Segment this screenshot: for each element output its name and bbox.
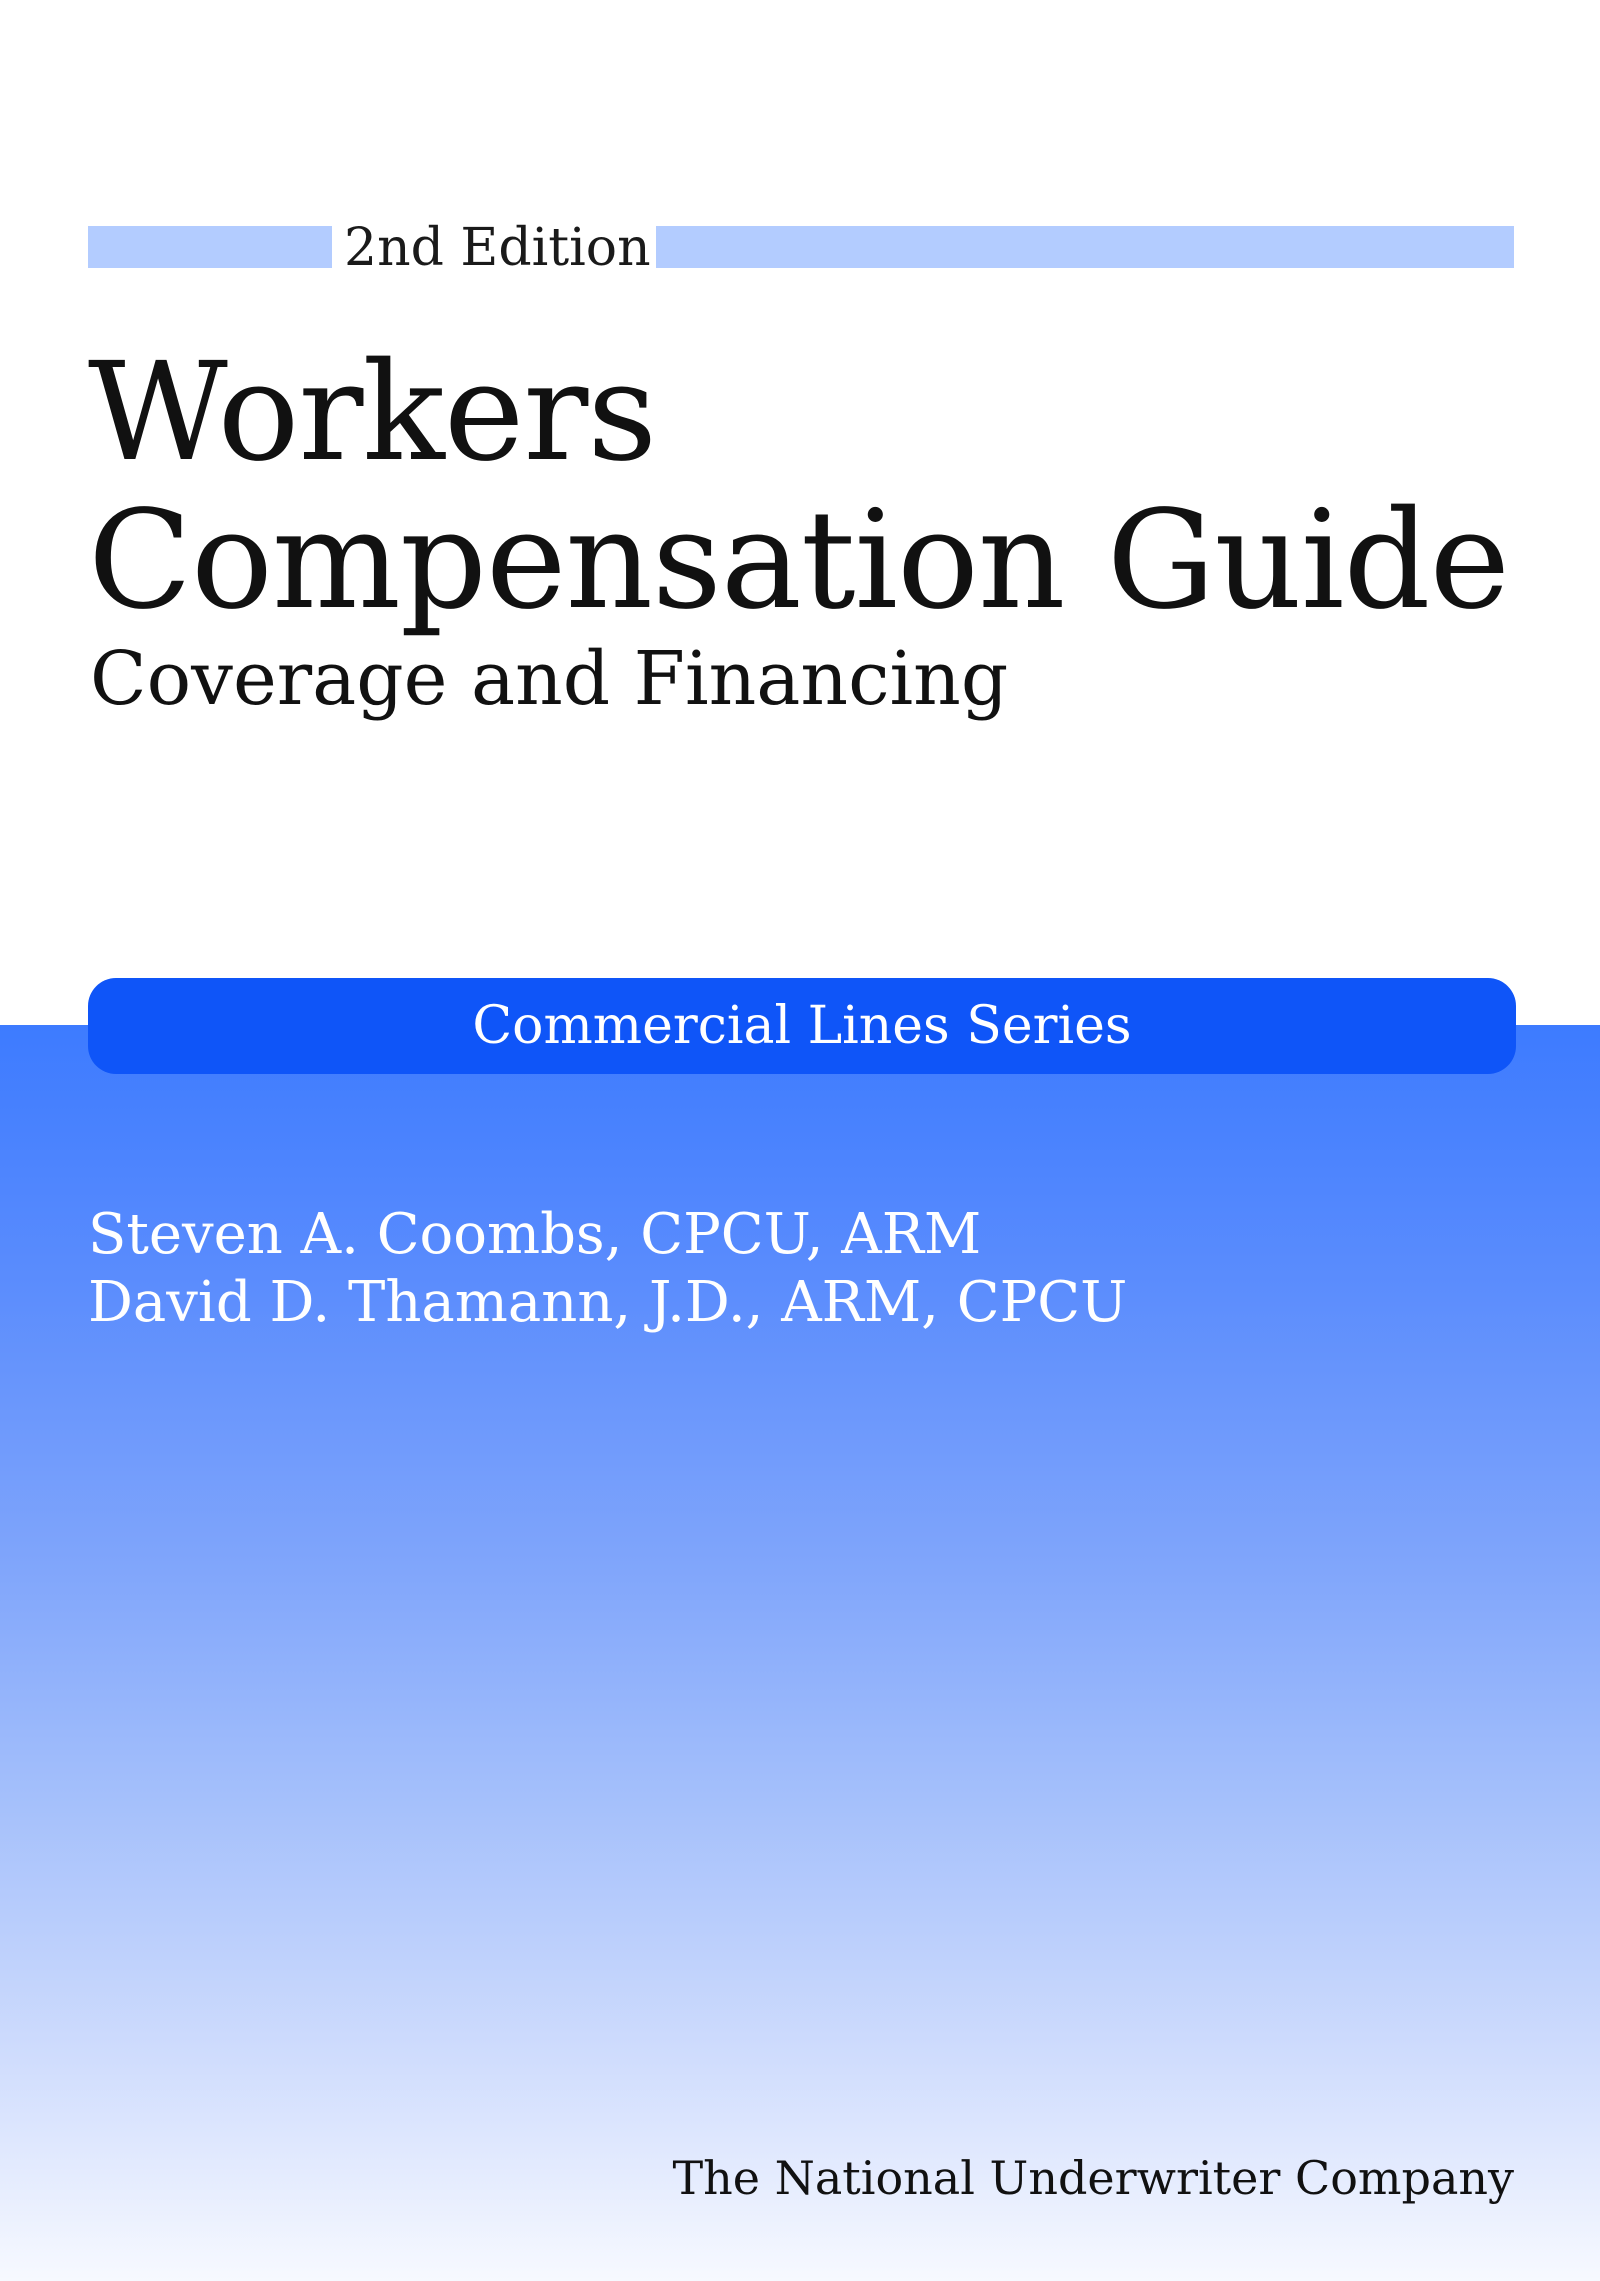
series-label: Commercial Lines Series <box>472 996 1132 1056</box>
subtitle: Coverage and Financing <box>90 636 1009 722</box>
title-line-2: Compensation Guide <box>88 482 1510 640</box>
edition-bar-left <box>88 226 332 268</box>
author-2: David D. Thamann, J.D., ARM, CPCU <box>88 1270 1128 1335</box>
title-line-1: Workers <box>88 334 657 492</box>
edition-label: 2nd Edition <box>344 218 651 278</box>
publisher: The National Underwriter Company <box>672 2151 1514 2205</box>
edition-bar-right <box>656 226 1514 268</box>
author-1: Steven A. Coombs, CPCU, ARM <box>88 1202 982 1267</box>
